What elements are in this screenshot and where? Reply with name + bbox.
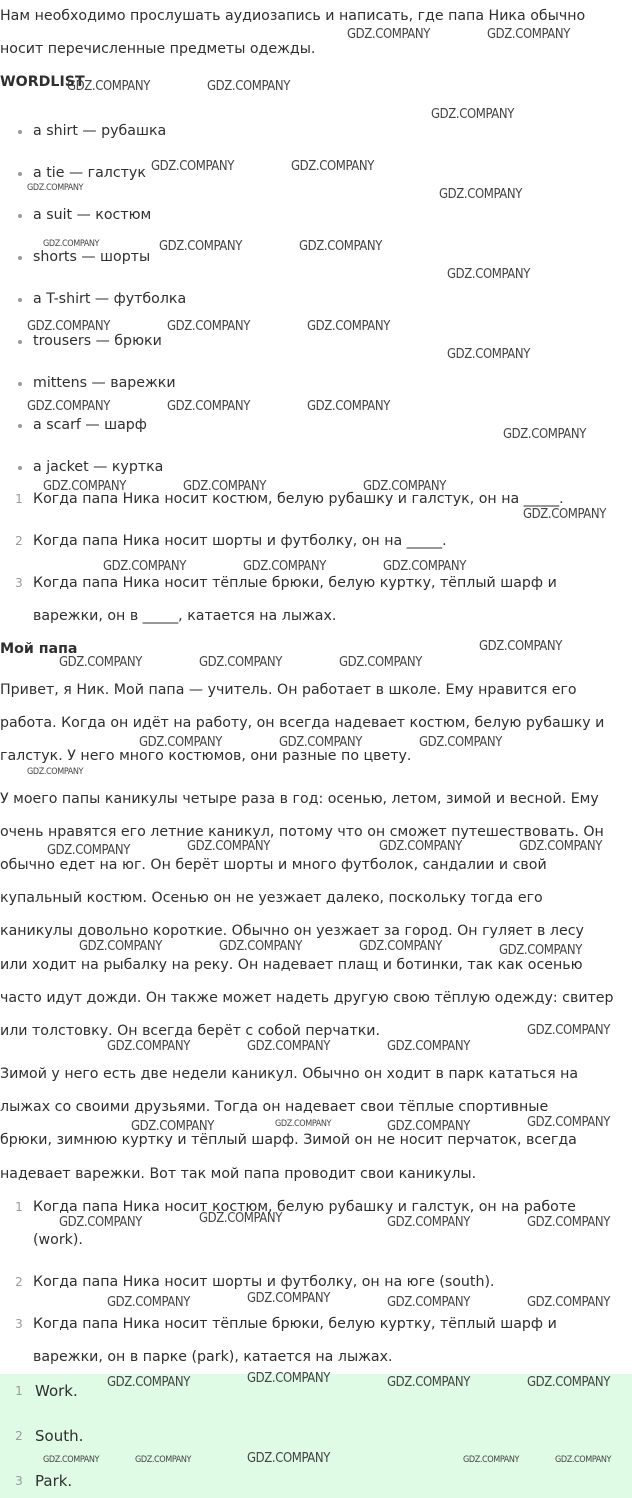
watermark: GDZ.COMPANY	[479, 639, 562, 654]
text-line: Привет, я Ник. Мой папа — учитель. Он работает в школе. Ему нравится его	[0, 682, 577, 698]
watermark: GDZ.COMPANY	[555, 1455, 612, 1465]
list-item: a shirt — рубашка	[33, 123, 167, 139]
intro-line: носит перечисленные предметы одежды.	[0, 41, 316, 57]
watermark: GDZ.COMPANY	[131, 1119, 214, 1134]
watermark: GDZ.COMPANY	[447, 267, 530, 282]
item-number: 1	[15, 1384, 23, 1398]
list-item: a jacket — куртка	[33, 459, 164, 475]
watermark: GDZ.COMPANY	[187, 839, 270, 854]
watermark: GDZ.COMPANY	[527, 1023, 610, 1038]
text-line: лыжах со своими друзьями. Тогда он надевает свои тёплые спортивные	[0, 1099, 549, 1115]
answer-item: Work.	[35, 1382, 78, 1400]
filled-item: Когда папа Ника носит шорты и футболку, он на юге (south).	[33, 1274, 495, 1290]
watermark: GDZ.COMPANY	[387, 1039, 470, 1054]
watermark: GDZ.COMPANY	[135, 1455, 192, 1465]
watermark: GDZ.COMPANY	[159, 239, 242, 254]
text-line: купальный костюм. Осенью он не уезжает далеко, поскольку тогда его	[0, 890, 543, 906]
watermark: GDZ.COMPANY	[527, 1115, 610, 1130]
watermark: GDZ.COMPANY	[431, 107, 514, 122]
watermark: GDZ.COMPANY	[487, 27, 570, 42]
watermark: GDZ.COMPANY	[199, 655, 282, 670]
bullet	[18, 214, 22, 218]
watermark: GDZ.COMPANY	[247, 1451, 330, 1466]
watermark: GDZ.COMPANY	[219, 939, 302, 954]
watermark: GDZ.COMPANY	[27, 767, 84, 777]
bullet	[18, 340, 22, 344]
answer-item: Park.	[35, 1472, 73, 1490]
watermark: GDZ.COMPANY	[363, 479, 446, 494]
watermark: GDZ.COMPANY	[419, 735, 502, 750]
bullet	[18, 256, 22, 260]
watermark: GDZ.COMPANY	[359, 939, 442, 954]
watermark: GDZ.COMPANY	[27, 183, 84, 193]
answers-box	[0, 1374, 632, 1498]
watermark: GDZ.COMPANY	[387, 1119, 470, 1134]
watermark: GDZ.COMPANY	[503, 427, 586, 442]
text-line: брюки, зимнюю куртку и тёплый шарф. Зимой он не носит перчаток, всегда	[0, 1132, 577, 1148]
filled-item: Когда папа Ника носит тёплые брюки, белую куртку, тёплый шарф и	[33, 1316, 557, 1332]
watermark: GDZ.COMPANY	[199, 1211, 282, 1226]
watermark: GDZ.COMPANY	[387, 1295, 470, 1310]
text-line: надевает варежки. Вот так мой папа проводит свои каникулы.	[0, 1166, 477, 1182]
watermark: GDZ.COMPANY	[107, 1295, 190, 1310]
watermark: GDZ.COMPANY	[379, 839, 462, 854]
bullet	[18, 382, 22, 386]
task-item: варежки, он в _____, катается на лыжах.	[33, 608, 337, 624]
intro-line: Нам необходимо прослушать аудиозапись и написать, где папа Ника обычно	[0, 8, 586, 24]
text-line: очень нравятся его летние каникул, потому что он сможет путешествовать. Он	[0, 824, 604, 840]
filled-item: (work).	[33, 1232, 83, 1248]
watermark: GDZ.COMPANY	[243, 559, 326, 574]
watermark: GDZ.COMPANY	[79, 939, 162, 954]
watermark: GDZ.COMPANY	[43, 1455, 100, 1465]
watermark: GDZ.COMPANY	[275, 1119, 332, 1129]
text-line: часто идут дожди. Он также может надеть другую свою тёплую одежду: свитер	[0, 990, 614, 1006]
text-title: Мой папа	[0, 641, 78, 657]
watermark: GDZ.COMPANY	[107, 1039, 190, 1054]
watermark: GDZ.COMPANY	[307, 399, 390, 414]
list-item: a tie — галстук	[33, 165, 146, 181]
text-line: или ходит на рыбалку на реку. Он надевает плащ и ботинки, так как осенью	[0, 957, 583, 973]
list-item: a suit — костюм	[33, 207, 152, 223]
watermark: GDZ.COMPANY	[27, 319, 110, 334]
list-item: mittens — варежки	[33, 375, 176, 391]
item-number: 2	[15, 1429, 23, 1443]
watermark: GDZ.COMPANY	[519, 839, 602, 854]
text-line: работа. Когда он идёт на работу, он всегда надевает костюм, белую рубашку и	[0, 715, 605, 731]
list-item: a T-shirt — футболка	[33, 291, 187, 307]
watermark: GDZ.COMPANY	[47, 843, 130, 858]
filled-item: Когда папа Ника носит костюм, белую рубашку и галстук, он на работе	[33, 1199, 576, 1215]
task-item: Когда папа Ника носит костюм, белую рубашку и галстук, он на _____.	[33, 491, 564, 507]
list-item: shorts — шорты	[33, 249, 151, 265]
watermark: GDZ.COMPANY	[59, 1215, 142, 1230]
watermark: GDZ.COMPANY	[499, 943, 582, 958]
answer-item: South.	[35, 1427, 84, 1445]
watermark: GDZ.COMPANY	[527, 1375, 610, 1390]
watermark: GDZ.COMPANY	[527, 1215, 610, 1230]
item-number: 1	[15, 492, 23, 506]
item-number: 3	[15, 1317, 23, 1331]
bullet	[18, 172, 22, 176]
task-item: Когда папа Ника носит тёплые брюки, белую куртку, тёплый шарф и	[33, 575, 557, 591]
watermark: GDZ.COMPANY	[59, 655, 142, 670]
watermark: GDZ.COMPANY	[387, 1375, 470, 1390]
watermark: GDZ.COMPANY	[27, 399, 110, 414]
watermark: GDZ.COMPANY	[247, 1291, 330, 1306]
item-number: 1	[15, 1200, 23, 1214]
watermark: GDZ.COMPANY	[167, 399, 250, 414]
text-line: У моего папы каникулы четыре раза в год: осенью, летом, зимой и весной. Ему	[0, 791, 599, 807]
bullet	[18, 466, 22, 470]
watermark: GDZ.COMPANY	[151, 159, 234, 174]
text-line: обычно едет на юг. Он берёт шорты и много футболок, сандалии и свой	[0, 857, 547, 873]
wordlist-title: WORDLIST	[0, 74, 85, 90]
watermark: GDZ.COMPANY	[103, 559, 186, 574]
filled-item: варежки, он в парке (park), катается на лыжах.	[33, 1349, 393, 1365]
watermark: GDZ.COMPANY	[307, 319, 390, 334]
watermark: GDZ.COMPANY	[439, 187, 522, 202]
watermark: GDZ.COMPANY	[383, 559, 466, 574]
watermark: GDZ.COMPANY	[347, 27, 430, 42]
watermark: GDZ.COMPANY	[67, 79, 150, 94]
watermark: GDZ.COMPANY	[247, 1371, 330, 1386]
item-number: 2	[15, 1275, 23, 1289]
text-line: каникулы довольно короткие. Обычно он уезжает за город. Он гуляет в лесу	[0, 923, 584, 939]
watermark: GDZ.COMPANY	[43, 479, 126, 494]
watermark: GDZ.COMPANY	[291, 159, 374, 174]
text-line: галстук. У него много костюмов, они разные по цвету.	[0, 748, 412, 764]
list-item: a scarf — шарф	[33, 417, 147, 433]
item-number: 3	[15, 576, 23, 590]
bullet	[18, 298, 22, 302]
watermark: GDZ.COMPANY	[107, 1375, 190, 1390]
item-number: 2	[15, 534, 23, 548]
bullet	[18, 130, 22, 134]
item-number: 3	[15, 1474, 23, 1488]
watermark: GDZ.COMPANY	[387, 1215, 470, 1230]
watermark: GDZ.COMPANY	[447, 347, 530, 362]
task-item: Когда папа Ника носит шорты и футболку, он на _____.	[33, 533, 447, 549]
watermark: GDZ.COMPANY	[139, 735, 222, 750]
watermark: GDZ.COMPANY	[339, 655, 422, 670]
watermark: GDZ.COMPANY	[527, 1295, 610, 1310]
bullet	[18, 424, 22, 428]
watermark: GDZ.COMPANY	[207, 79, 290, 94]
watermark: GDZ.COMPANY	[43, 239, 100, 249]
watermark: GDZ.COMPANY	[523, 507, 606, 522]
text-line: или толстовку. Он всегда берёт с собой перчатки.	[0, 1023, 381, 1039]
watermark: GDZ.COMPANY	[183, 479, 266, 494]
text-line: Зимой у него есть две недели каникул. Обычно он ходит в парк кататься на	[0, 1066, 579, 1082]
watermark: GDZ.COMPANY	[463, 1455, 520, 1465]
watermark: GDZ.COMPANY	[167, 319, 250, 334]
list-item: trousers — брюки	[33, 333, 162, 349]
watermark: GDZ.COMPANY	[279, 735, 362, 750]
watermark: GDZ.COMPANY	[299, 239, 382, 254]
watermark: GDZ.COMPANY	[247, 1039, 330, 1054]
